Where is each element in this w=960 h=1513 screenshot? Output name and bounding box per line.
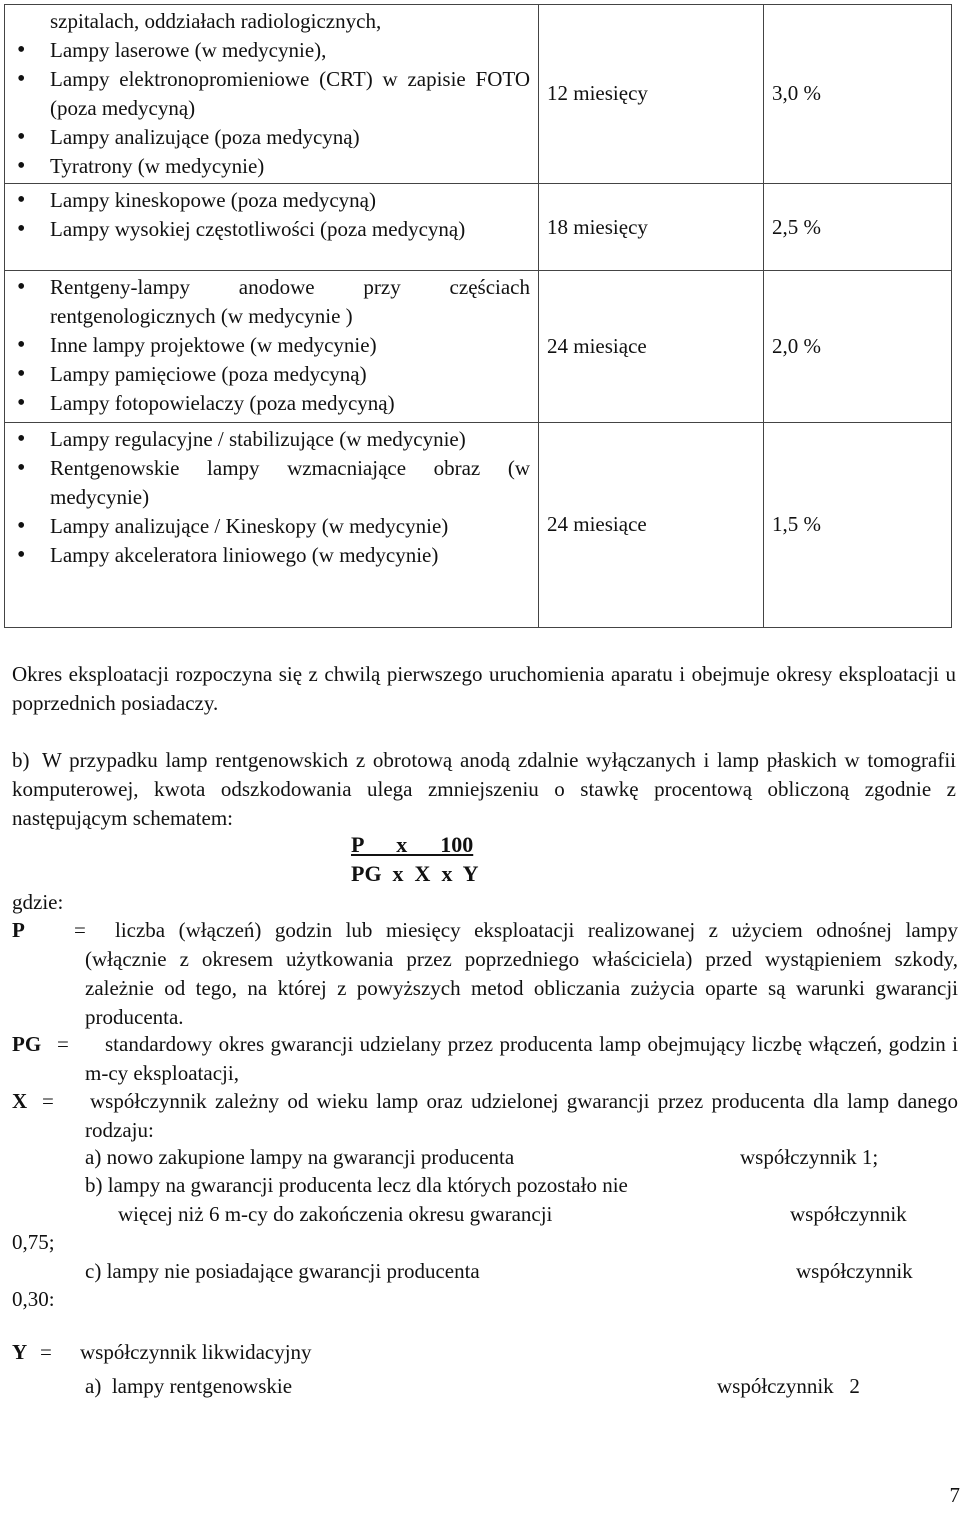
table-row xyxy=(5,422,952,627)
list-item: • Lampy laserowe (w medycynie), xyxy=(13,36,530,65)
x-item-b-text2: więcej niż 6 m-cy do zakończenia okresu gwarancji xyxy=(118,1202,553,1226)
x-item-b-value: 0,75; xyxy=(12,1230,55,1254)
period-cell xyxy=(539,422,764,627)
lamp-types-cell xyxy=(5,5,539,184)
definition-text: współczynnik zależny od wieku lamp oraz udzielonej gwarancji przez producenta dla lamp danego rodzaju: xyxy=(85,1089,958,1142)
lamp-types-cell xyxy=(5,183,539,270)
definition-eq: = xyxy=(74,918,86,942)
list-item: • Tyratrony (w medycynie) xyxy=(13,152,530,181)
paragraph-label: b) xyxy=(12,748,30,772)
definition-key: P xyxy=(12,918,25,942)
list-item: • Lampy wysokiej częstotliwości (poza medycyną) xyxy=(13,215,530,244)
xray-lamp-paragraph xyxy=(12,746,956,833)
table-row xyxy=(5,183,952,270)
definition-key: PG xyxy=(12,1032,42,1056)
x-item-c-text: c) lampy nie posiadające gwarancji producenta xyxy=(85,1259,480,1283)
lamp-list xyxy=(13,186,530,244)
y-eq: = xyxy=(40,1340,52,1364)
rate-cell xyxy=(764,183,952,270)
definition-text: liczba (włączeń) godzin lub miesięcy eksploatacji realizowanej z użyciem odnośnej lampy (włącznie z okresem użytkowania przez poprzedniego właściciela) przed wystąpieniem szkody, zależnie od tego, na której z powyższych metod obliczania zużycia oparte są warunki gwarancji producenta. xyxy=(85,918,958,1029)
depreciation-table xyxy=(4,4,952,628)
list-item: • Lampy elektronopromieniowe (CRT) w zapisie FOTO (poza medycyną) xyxy=(13,65,530,123)
rate-cell xyxy=(764,5,952,184)
lamp-list xyxy=(13,425,530,570)
list-item: • Rentgenowskie lampy wzmacniające obraz (w medycynie) xyxy=(13,454,530,512)
x-item-c-value: 0,30: xyxy=(12,1287,55,1311)
list-item: • Lampy analizujące / Kineskopy (w medycynie) xyxy=(13,512,530,541)
x-item-b-text1: b) lampy na gwarancji producenta lecz dla których pozostało nie xyxy=(85,1173,628,1197)
y-key: Y xyxy=(12,1340,28,1364)
rate-value: 2,5 % xyxy=(772,214,821,239)
x-item-a-coef: współczynnik 1; xyxy=(740,1145,879,1169)
definition-x xyxy=(12,1087,958,1145)
formula-denominator: PG x X x Y xyxy=(351,861,479,886)
table-row xyxy=(5,5,952,184)
period-cell xyxy=(539,5,764,184)
operation-period-paragraph: Okres eksploatacji rozpoczyna się z chwilą pierwszego uruchomienia aparatu i obejmuje okresy eksploatacji u poprzednich posiadaczy. xyxy=(12,662,956,715)
list-item: • Rentgeny-lampy anodowe przy częściach rentgenologicznych (w medycynie ) xyxy=(13,273,530,331)
list-item: • Lampy regulacyjne / stabilizujące (w medycynie) xyxy=(13,425,530,454)
lamp-list xyxy=(13,7,530,181)
lamp-types-cell xyxy=(5,422,539,627)
x-item-a-text: a) nowo zakupione lampy na gwarancji producenta xyxy=(85,1145,515,1169)
list-item: • Inne lampy projektowe (w medycynie) xyxy=(13,331,530,360)
x-item-b-coef: współczynnik xyxy=(790,1202,907,1226)
list-item: • Lampy akceleratora liniowego (w medycynie) xyxy=(13,541,530,570)
rate-cell xyxy=(764,422,952,627)
definition-eq: = xyxy=(42,1089,54,1113)
definition-pg xyxy=(12,1030,958,1088)
paragraph-text: W przypadku lamp rentgenowskich z obrotową anodą zdalnie wyłączanych i lamp płaskich w tomografii komputerowej, kwota odszkodowania ulega zmniejszeniu o stawkę procentową obliczoną zgodnie z następującym schematem: xyxy=(12,748,956,830)
lamp-list xyxy=(13,273,530,418)
list-item: szpitalach, oddziałach radiologicznych, xyxy=(50,9,382,33)
period-cell xyxy=(539,271,764,423)
x-item-c-coef: współczynnik xyxy=(796,1259,913,1283)
rate-value: 3,0 % xyxy=(772,81,821,106)
list-item: • Lampy fotopowielaczy (poza medycyną) xyxy=(13,389,530,418)
rate-cell xyxy=(764,271,952,423)
where-label: gdzie: xyxy=(12,890,64,914)
list-item: • Lampy analizujące (poza medycyną) xyxy=(13,123,530,152)
list-item: • Lampy pamięciowe (poza medycyną) xyxy=(13,360,530,389)
definition-p xyxy=(12,916,958,1032)
definition-key: X xyxy=(12,1089,28,1113)
period-value: 24 miesiące xyxy=(547,334,647,359)
definition-text: standardowy okres gwarancji udzielany przez producenta lamp obejmujący liczbę włączeń, godzin i m-cy eksploatacji, xyxy=(85,1032,958,1085)
list-item: • Lampy kineskopowe (poza medycyną) xyxy=(13,186,530,215)
lamp-types-cell xyxy=(5,271,539,423)
table-row xyxy=(5,271,952,423)
definition-eq: = xyxy=(57,1032,69,1056)
rate-value: 1,5 % xyxy=(772,512,821,537)
period-value: 12 miesięcy xyxy=(547,81,648,106)
formula-numerator: P x 100 xyxy=(351,832,474,857)
page-number: 7 xyxy=(949,1483,960,1507)
rate-value: 2,0 % xyxy=(772,334,821,359)
y-definition-text: współczynnik likwidacyjny xyxy=(80,1340,312,1364)
period-cell xyxy=(539,183,764,270)
y-item-a-text: a) lampy rentgenowskie xyxy=(85,1374,293,1398)
y-item-a-coef: współczynnik 2 xyxy=(717,1374,860,1398)
period-value: 18 miesięcy xyxy=(547,214,648,239)
period-value: 24 miesiące xyxy=(547,512,647,537)
